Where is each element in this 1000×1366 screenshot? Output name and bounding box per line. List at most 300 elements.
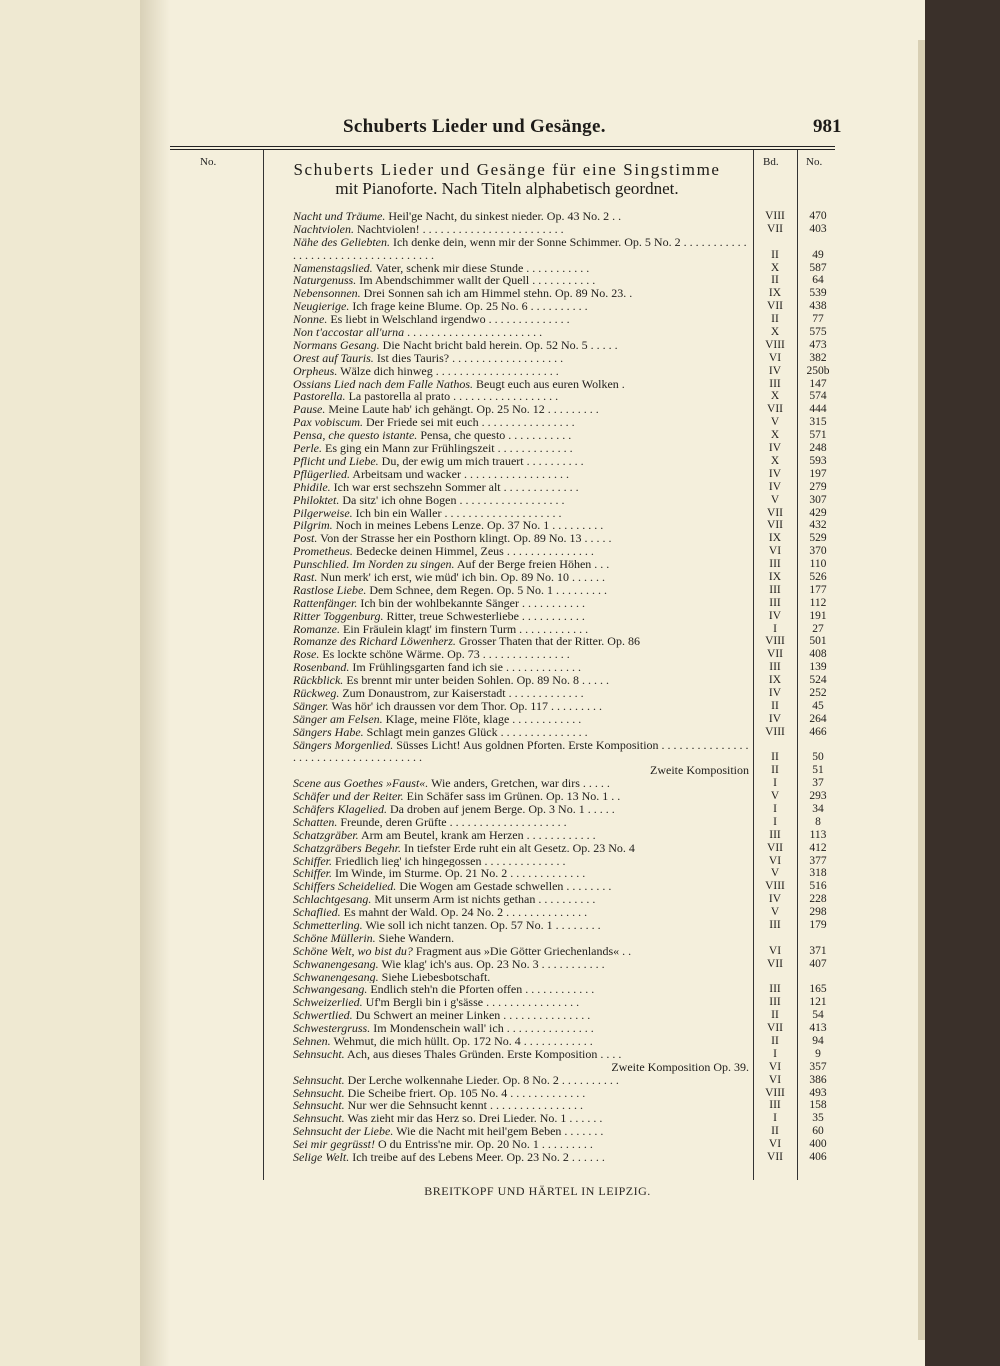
volume-number: I: [773, 1112, 777, 1125]
song-incipit: Wie klag' ich's aus. Op. 23 No. 3 . . . . . . . . . . .: [378, 957, 605, 971]
song-incipit: Was zieht mir das Herz so. Drei Lieder. No. 1 . . . . . .: [344, 1112, 603, 1126]
volume-number: VII: [767, 222, 783, 235]
entry-text: [293, 326, 749, 339]
list-item: [293, 971, 838, 984]
song-incipit: Ritter, treue Schwesterliebe . . . . . . . . . . .: [383, 609, 585, 623]
entry-text: [293, 545, 749, 558]
song-number: 121: [809, 996, 827, 1009]
list-item: [293, 519, 838, 532]
song-number: 526: [809, 570, 827, 583]
list-item: [293, 1112, 838, 1125]
volume-number: III: [769, 1099, 781, 1112]
song-number: 412: [809, 841, 827, 854]
song-number: 37: [812, 777, 824, 790]
list-item: [293, 1061, 838, 1074]
list-item: [293, 803, 838, 816]
song-title: Schöne Müllerin.: [293, 931, 376, 945]
entry-text: [293, 726, 749, 739]
song-number: 307: [809, 493, 827, 506]
song-number: 587: [809, 261, 827, 274]
volume-number: IX: [768, 570, 782, 583]
song-title: Pause.: [293, 403, 326, 417]
entry-text: [293, 893, 749, 906]
volume-number: III: [769, 983, 781, 996]
song-number: 54: [812, 1009, 824, 1022]
song-number: 110: [809, 558, 827, 571]
song-number: 403: [809, 222, 827, 235]
list-item: [293, 739, 838, 765]
song-title: Ritter Toggenburg.: [293, 609, 384, 623]
song-title: Neugierige.: [293, 300, 350, 314]
list-item: [293, 429, 838, 442]
song-title: Schwanengesang.: [293, 970, 379, 984]
song-number: 139: [809, 661, 827, 674]
song-number: 248: [809, 442, 827, 455]
volume-number: VII: [767, 403, 783, 416]
heading-line-1: Schuberts Lieder und Gesänge für eine Singstimme: [293, 160, 721, 179]
song-number: 293: [809, 790, 827, 803]
song-title: Rosenband.: [293, 661, 350, 675]
list-item: [293, 403, 838, 416]
song-number: 371: [809, 944, 827, 957]
list-item: [293, 983, 838, 996]
volume-number: III: [769, 377, 781, 390]
song-incipit: Es mahnt der Wald. Op. 24 No. 2 . . . . . . . . . . . . . .: [340, 906, 588, 920]
song-incipit: Friedlich lieg' ich hingegossen . . . . . . . . . . . . . .: [332, 854, 566, 868]
volume-number: IV: [768, 364, 782, 377]
song-incipit: Bedecke deinen Himmel, Zeus . . . . . . . . . . . . . . .: [352, 545, 594, 559]
list-item: [293, 558, 838, 571]
song-number: 298: [809, 906, 827, 919]
publisher-footer: BREITKOPF UND HÄRTEL IN LEIPZIG.: [424, 1184, 651, 1198]
volume-number: V: [770, 867, 780, 880]
list-item: [293, 1087, 838, 1100]
entry-text: [293, 803, 749, 816]
song-incipit: Mit unserm Arm ist nichts gethan . . . . . . . . . .: [371, 893, 596, 907]
volume-number: IX: [768, 674, 782, 687]
song-incipit: Ich treibe auf des Lebens Meer. Op. 23 No. 2 . . . . . .: [349, 1151, 605, 1164]
list-item: [293, 326, 838, 339]
list-item: [293, 1074, 838, 1087]
song-incipit: Wie anders, Gretchen, war dirs . . . . .: [428, 777, 610, 791]
list-item: [293, 623, 838, 636]
entry-text: [293, 623, 749, 636]
song-title: Schiffer.: [293, 854, 332, 868]
volume-number: II: [771, 274, 779, 287]
song-title: Orest auf Tauris.: [293, 351, 374, 365]
list-item: [293, 893, 838, 906]
list-item: [293, 1151, 838, 1164]
song-title: Sehnsucht.: [293, 1047, 345, 1061]
volume-number: VIII: [765, 880, 785, 893]
song-incipit: Von der Strasse her ein Posthorn klingt. Op. 89 No. 13 . . . . .: [317, 532, 612, 546]
entry-text: [293, 1009, 749, 1022]
song-number: 524: [809, 674, 827, 687]
entry-text: [293, 1074, 749, 1087]
list-item: [293, 855, 838, 868]
volume-number: IV: [768, 893, 782, 906]
volume-number: X: [770, 326, 780, 339]
song-title: Schwanengesang.: [293, 957, 379, 971]
song-incipit: Zweite Komposition Op. 39.: [611, 1060, 749, 1074]
volume-number: V: [770, 416, 780, 429]
song-title: Selige Welt.: [293, 1151, 350, 1164]
song-title: Sängers Morgenlied.: [293, 738, 394, 752]
song-number: 432: [809, 519, 827, 532]
volume-number: VIII: [765, 210, 785, 222]
song-incipit: Ich bin der wohlbekannte Sänger . . . . . . . . . . .: [357, 596, 585, 610]
song-incipit: Auf der Berge freien Höhen . . .: [454, 558, 610, 571]
volume-number: VI: [768, 944, 782, 957]
list-item: [293, 906, 838, 919]
song-title: Schatzgräber.: [293, 828, 359, 842]
entry-text: [293, 1099, 749, 1112]
song-title: Ossians Lied nach dem Falle Nathos.: [293, 377, 473, 391]
volume-number: II: [771, 1125, 779, 1138]
entry-text: [293, 906, 749, 919]
song-index-list: [293, 210, 838, 1164]
list-item: [293, 274, 838, 287]
song-incipit: Ach, aus dieses Thales Gründen. Erste Komposition . . . .: [344, 1047, 622, 1061]
volume-number: IV: [768, 609, 782, 622]
entry-text: [293, 558, 749, 571]
song-number: 147: [809, 377, 827, 390]
song-number: 279: [809, 480, 827, 493]
song-number: 318: [809, 867, 827, 880]
volume-number: VII: [767, 506, 783, 519]
song-incipit: Die Wogen am Gestade schwellen . . . . . . . .: [396, 880, 612, 894]
song-title: Sehnsucht.: [293, 1112, 345, 1126]
song-incipit: Es lockte schöne Wärme. Op. 73 . . . . . . . . . . . . . . .: [319, 648, 570, 662]
song-title: Schiffers Scheidelied.: [293, 880, 397, 894]
song-number: 158: [809, 1099, 827, 1112]
song-number: 444: [809, 403, 827, 416]
song-incipit: Freunde, deren Grüfte . . . . . . . . . . . . . . . . . . . .: [337, 815, 567, 829]
volume-number: VII: [767, 957, 783, 970]
no-left-header: No.: [200, 156, 217, 168]
entry-text: [293, 403, 749, 416]
entry-text: [293, 932, 749, 945]
volume-number: II: [771, 699, 779, 712]
song-title: Sei mir gegrüsst!: [293, 1138, 375, 1152]
entry-text: [293, 829, 749, 842]
song-incipit: Du, der ewig um mich trauert . . . . . . . . . .: [378, 454, 584, 468]
song-title: Schöne Welt, wo bist du?: [293, 944, 413, 958]
song-number: 407: [809, 957, 827, 970]
song-title: Perle.: [293, 442, 322, 455]
song-incipit: Siehe Wandern.: [375, 931, 455, 945]
volume-number: I: [773, 1047, 777, 1060]
list-item: [293, 958, 838, 971]
song-title: Schmetterling.: [293, 919, 363, 932]
song-number: 51: [812, 764, 824, 777]
volume-number: IX: [768, 287, 782, 300]
song-incipit: Schlagt mein ganzes Glück . . . . . . . . . . . . . . .: [363, 725, 588, 739]
entry-text: [293, 1125, 749, 1138]
volume-number: III: [769, 558, 781, 571]
volume-number: III: [769, 996, 781, 1009]
song-title: Rückblick.: [293, 674, 344, 687]
song-incipit: Siehe Liebesbotschaft.: [378, 970, 491, 984]
song-incipit: Heil'ge Nacht, du sinkest nieder. Op. 43 No. 2 . .: [385, 210, 622, 223]
entry-text: [293, 313, 749, 326]
entry-text: [293, 519, 749, 532]
volume-number: VIII: [765, 725, 785, 738]
volume-number: VII: [767, 841, 783, 854]
entry-text: [293, 210, 749, 223]
song-title: Rattenfänger.: [293, 596, 358, 610]
volume-number: VI: [768, 545, 782, 558]
song-title: Sehnsucht.: [293, 1073, 345, 1087]
song-number: 575: [809, 326, 827, 339]
entry-text: [293, 339, 749, 352]
list-item: [293, 842, 838, 855]
list-item: [293, 416, 838, 429]
entry-text: [293, 635, 749, 648]
volume-number: VII: [767, 1022, 783, 1035]
song-incipit: Ein Schäfer sass im Grünen. Op. 13 No. 1 . .: [403, 790, 621, 804]
song-number: 179: [809, 919, 827, 932]
list-item: [293, 494, 838, 507]
list-item: [293, 1009, 838, 1022]
song-incipit: Es ging ein Mann zur Frühlingszeit . . . . . . . . . . . . .: [322, 442, 573, 455]
volume-number: VII: [767, 1151, 783, 1164]
song-title: Pilgerweise.: [293, 506, 353, 520]
volume-number: V: [770, 493, 780, 506]
song-number: 438: [809, 300, 827, 313]
song-incipit: Der Friede sei mit euch . . . . . . . . . . . . . . . .: [362, 416, 575, 430]
song-incipit: Wie die Nacht mit heil'gem Beben . . . . . . .: [393, 1125, 604, 1139]
song-incipit: Es liebt in Welschland irgendwo . . . . . . . . . . . . . .: [327, 313, 570, 327]
list-item: [293, 545, 838, 558]
entry-text: [293, 739, 749, 765]
list-item: [293, 1125, 838, 1138]
entry-text: [293, 442, 749, 455]
volume-number: IX: [768, 532, 782, 545]
list-item: [293, 661, 838, 674]
list-item: [293, 996, 838, 1009]
entry-text: [293, 1022, 749, 1035]
list-item: [293, 700, 838, 713]
volume-number: VI: [768, 351, 782, 364]
entry-text: [293, 300, 749, 313]
song-number: 113: [809, 828, 827, 841]
song-title: Schäfers Klagelied.: [293, 803, 387, 816]
left-page-edge: [0, 0, 150, 1366]
list-item: [293, 1022, 838, 1035]
song-number: 165: [809, 983, 827, 996]
song-incipit: Ein Fräulein klagt' im finstern Turm . . . . . . . . . . . .: [340, 622, 589, 636]
entry-text: [293, 867, 749, 880]
song-title: Nacht und Träume.: [293, 210, 386, 223]
song-incipit: Nachtviolen! . . . . . . . . . . . . . . . . . . . . . . . .: [353, 222, 564, 236]
song-incipit: Im Mondenschein wall' ich . . . . . . . . . . . . . . .: [370, 1022, 594, 1036]
song-title: Schwangesang.: [293, 983, 368, 997]
song-incipit: Beugt euch aus euren Wolken .: [473, 377, 625, 391]
entry-text: [293, 597, 749, 610]
list-item: [293, 880, 838, 893]
book-cover-edge: [925, 0, 1000, 1366]
no-right-header: No.: [806, 156, 823, 168]
song-title: Sängers Habe.: [293, 725, 364, 739]
volume-number: II: [771, 313, 779, 326]
volume-number: IV: [768, 467, 782, 480]
list-item: [293, 713, 838, 726]
song-incipit: Im Abendschimmer wallt der Quell . . . . . . . . . . .: [356, 274, 596, 288]
song-title: Rastlose Liebe.: [293, 583, 367, 597]
volume-number: IV: [768, 686, 782, 699]
song-title: Sänger.: [293, 699, 329, 713]
song-title: Schaflied.: [293, 906, 341, 920]
volume-number: III: [769, 583, 781, 596]
entry-text: [293, 713, 749, 726]
page-number: 981: [813, 116, 842, 137]
song-incipit: O du Entriss'ne mir. Op. 20 No. 1 . . . . . . . . .: [375, 1138, 593, 1152]
entry-text: [293, 416, 749, 429]
entry-text: [293, 919, 749, 932]
volume-number: III: [769, 828, 781, 841]
song-number: 34: [812, 803, 824, 815]
song-incipit: Dem Schnee, dem Regen. Op. 5 No. 1 . . . . . . . . .: [366, 583, 607, 597]
song-incipit: Im Frühlingsgarten fand ich sie . . . . . . . . . . . . .: [349, 661, 581, 675]
song-number: 50: [812, 751, 824, 764]
list-item: [293, 635, 838, 648]
song-title: Pilgrim.: [293, 519, 333, 533]
entry-text: [293, 764, 749, 777]
song-title: Phidile.: [293, 480, 331, 494]
list-item: [293, 236, 838, 262]
song-incipit: La pastorella al prato . . . . . . . . . . . . . . . . . .: [345, 390, 559, 404]
song-title: Schweizerlied.: [293, 996, 363, 1010]
song-title: Schwertlied.: [293, 1009, 353, 1023]
entry-text: [293, 481, 749, 494]
entry-text: [293, 674, 749, 687]
entry-text: [293, 236, 749, 262]
volume-number: VII: [767, 648, 783, 661]
song-incipit: Ich war erst sechszehn Sommer alt . . . . . . . . . . . . .: [330, 480, 579, 494]
song-number: 382: [809, 351, 827, 364]
entry-text: [293, 378, 749, 391]
volume-number: III: [769, 661, 781, 674]
song-number: 406: [809, 1151, 827, 1164]
list-item: [293, 262, 838, 275]
volume-number: VIII: [765, 338, 785, 351]
song-incipit: Wehmut, die mich hüllt. Op. 172 No. 4 . . . . . . . . . . . .: [330, 1035, 593, 1048]
song-incipit: Vater, schenk mir diese Stunde . . . . . . . . . . .: [372, 261, 590, 275]
volume-number: X: [770, 454, 780, 467]
song-title: Pensa, che questo istante.: [293, 429, 418, 443]
list-item: [293, 339, 838, 352]
song-number: 370: [809, 545, 827, 558]
song-title: Schlachtgesang.: [293, 893, 372, 907]
list-item: [293, 687, 838, 700]
song-incipit: Noch in meines Lebens Lenze. Op. 37 No. 1 . . . . . . . . .: [332, 519, 604, 533]
song-incipit: Der Lerche wolkennahe Lieder. Op. 8 No. 2 . . . . . . . . . .: [344, 1073, 619, 1087]
bd-header: Bd.: [763, 156, 779, 168]
list-item: [293, 223, 838, 236]
song-incipit: Die Nacht bricht bald herein. Op. 52 No. 5 . . . . .: [379, 338, 618, 352]
song-title: Non t'accostar all'urna: [293, 326, 405, 339]
volume-number: I: [773, 815, 777, 828]
volume-number: VII: [767, 519, 783, 532]
volume-number: VIII: [765, 1086, 785, 1099]
running-title: Schuberts Lieder und Gesänge.: [343, 116, 606, 137]
song-title: Nebensonnen.: [293, 287, 361, 301]
song-title: Schatten.: [293, 815, 338, 829]
entry-text: [293, 287, 749, 300]
song-title: Pflügerlied.: [293, 467, 350, 481]
song-incipit: Zum Donaustrom, zur Kaiserstadt . . . . . . . . . . . . .: [339, 686, 584, 700]
entry-text: [293, 958, 749, 971]
song-title: Schäfer und der Reiter.: [293, 790, 404, 804]
song-title: Nonne.: [293, 313, 328, 327]
left-column-rule: [263, 150, 264, 1180]
song-number: 197: [809, 467, 827, 480]
running-header: [150, 116, 925, 146]
song-title: Philoktet.: [293, 493, 340, 507]
song-incipit: Ich denke dein, wenn mir der Sonne Schimmer. Op. 5 No. 2 . . . . . . . . . . . . . . . . . . . . . . . . . . . . . . . . . . .: [293, 235, 747, 262]
volume-number: VI: [768, 854, 782, 867]
entry-text: [293, 532, 749, 545]
song-title: Normans Gesang.: [293, 338, 380, 352]
entry-text: [293, 1035, 749, 1048]
entry-text: [293, 1138, 749, 1151]
song-number: 429: [809, 506, 827, 519]
song-incipit: Arbeitsam und wacker . . . . . . . . . . . . . . . . . .: [350, 467, 569, 481]
volume-number: VI: [768, 1060, 782, 1073]
volume-number: X: [770, 390, 780, 403]
volume-number: VI: [768, 1073, 782, 1086]
song-title: Nachtviolen.: [293, 222, 354, 236]
volume-number: II: [771, 751, 779, 764]
song-incipit: In tiefster Erde ruht ein alt Gesetz. Op. 23 No. 4: [401, 841, 635, 855]
song-incipit: Da sitz' ich ohne Bogen . . . . . . . . . . . . . . . . . .: [339, 493, 565, 507]
list-item: [293, 507, 838, 520]
entry-text: [293, 687, 749, 700]
entry-text: [293, 1151, 749, 1164]
list-item: [293, 777, 838, 790]
list-item: [293, 365, 838, 378]
song-number: 112: [809, 596, 827, 609]
list-item: [293, 610, 838, 623]
list-item: [293, 378, 838, 391]
song-number: 49: [812, 248, 824, 261]
entry-text: [293, 816, 749, 829]
volume-number: VI: [768, 1138, 782, 1151]
volume-number: X: [770, 429, 780, 442]
entry-text: [293, 494, 749, 507]
list-item: [293, 648, 838, 661]
volume-number: III: [769, 596, 781, 609]
list-item: [293, 300, 838, 313]
volume-number: IV: [768, 480, 782, 493]
volume-number: II: [771, 248, 779, 261]
song-number: 400: [809, 1138, 827, 1151]
volume-number: X: [770, 261, 780, 274]
song-number: 493: [809, 1086, 827, 1099]
song-number: 77: [812, 313, 824, 326]
song-incipit: Es brennt mir unter beiden Sohlen. Op. 89 No. 8 . . . . .: [343, 674, 609, 687]
song-number: 64: [812, 274, 824, 287]
list-item: [293, 790, 838, 803]
song-number: 501: [809, 635, 827, 648]
song-incipit: Uf'm Bergli bin i g'sässe . . . . . . . . . . . . . . . .: [362, 996, 580, 1010]
song-number: 250b: [806, 364, 830, 377]
list-item: [293, 532, 838, 545]
song-number: 539: [809, 287, 827, 300]
song-incipit: Meine Laute hab' ich gehängt. Op. 25 No. 12 . . . . . . . . .: [325, 403, 599, 417]
list-item: [293, 390, 838, 403]
